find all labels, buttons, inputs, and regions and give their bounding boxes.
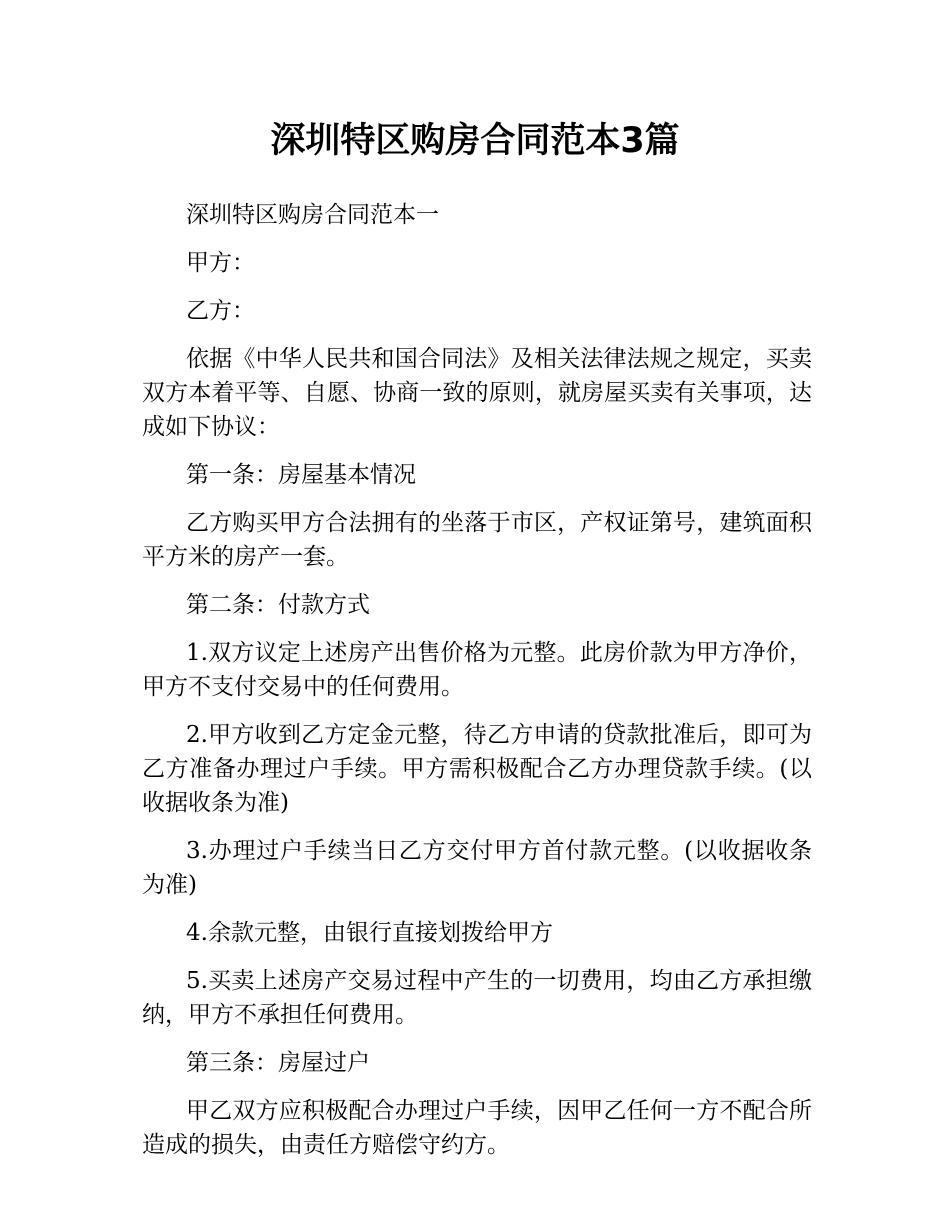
article-2-clause-4: 4.余款元整，由银行直接划拨给甲方 (186, 920, 553, 946)
article-1-heading: 第一条：房屋基本情况 (186, 462, 416, 488)
article-1-body: 乙方购买甲方合法拥有的坐落于市区，产权证第号，建筑面积平方米的房产一套。 (142, 510, 812, 570)
preamble-paragraph: 依据《中华人民共和国合同法》及相关法律法规之规定，买卖双方本着平等、自愿、协商一致的原则，就房屋买卖有关事项，达成如下协议： (142, 346, 812, 440)
section-heading: 深圳特区购房合同范本一 (186, 202, 439, 228)
party-b-label: 乙方： (186, 298, 255, 324)
article-2-clause-3: 3.办理过户手续当日乙方交付甲方首付款元整。(以收据收条为准) (142, 838, 812, 898)
article-2-clause-2: 2.甲方收到乙方定金元整，待乙方申请的贷款批准后，即可为乙方准备办理过户手续。甲方需积极配合乙方办理贷款手续。(以收据收条为准) (142, 722, 812, 816)
document-body (142, 198, 812, 1176)
document-title: 深圳特区购房合同范本3篇 (270, 121, 680, 161)
article-2-clause-1: 1.双方议定上述房产出售价格为元整。此房价款为甲方净价，甲方不支付交易中的任何费用。 (142, 640, 812, 700)
article-2-heading: 第二条：付款方式 (186, 592, 370, 618)
article-3-body: 甲乙双方应积极配合办理过户手续，因甲乙任何一方不配合所造成的损失，由责任方赔偿守约方。 (142, 1098, 812, 1158)
article-3-heading: 第三条：房屋过户 (186, 1050, 370, 1076)
party-a-label: 甲方： (186, 250, 255, 276)
article-2-clause-5: 5.买卖上述房产交易过程中产生的一切费用，均由乙方承担缴纳，甲方不承担任何费用。 (142, 968, 812, 1028)
